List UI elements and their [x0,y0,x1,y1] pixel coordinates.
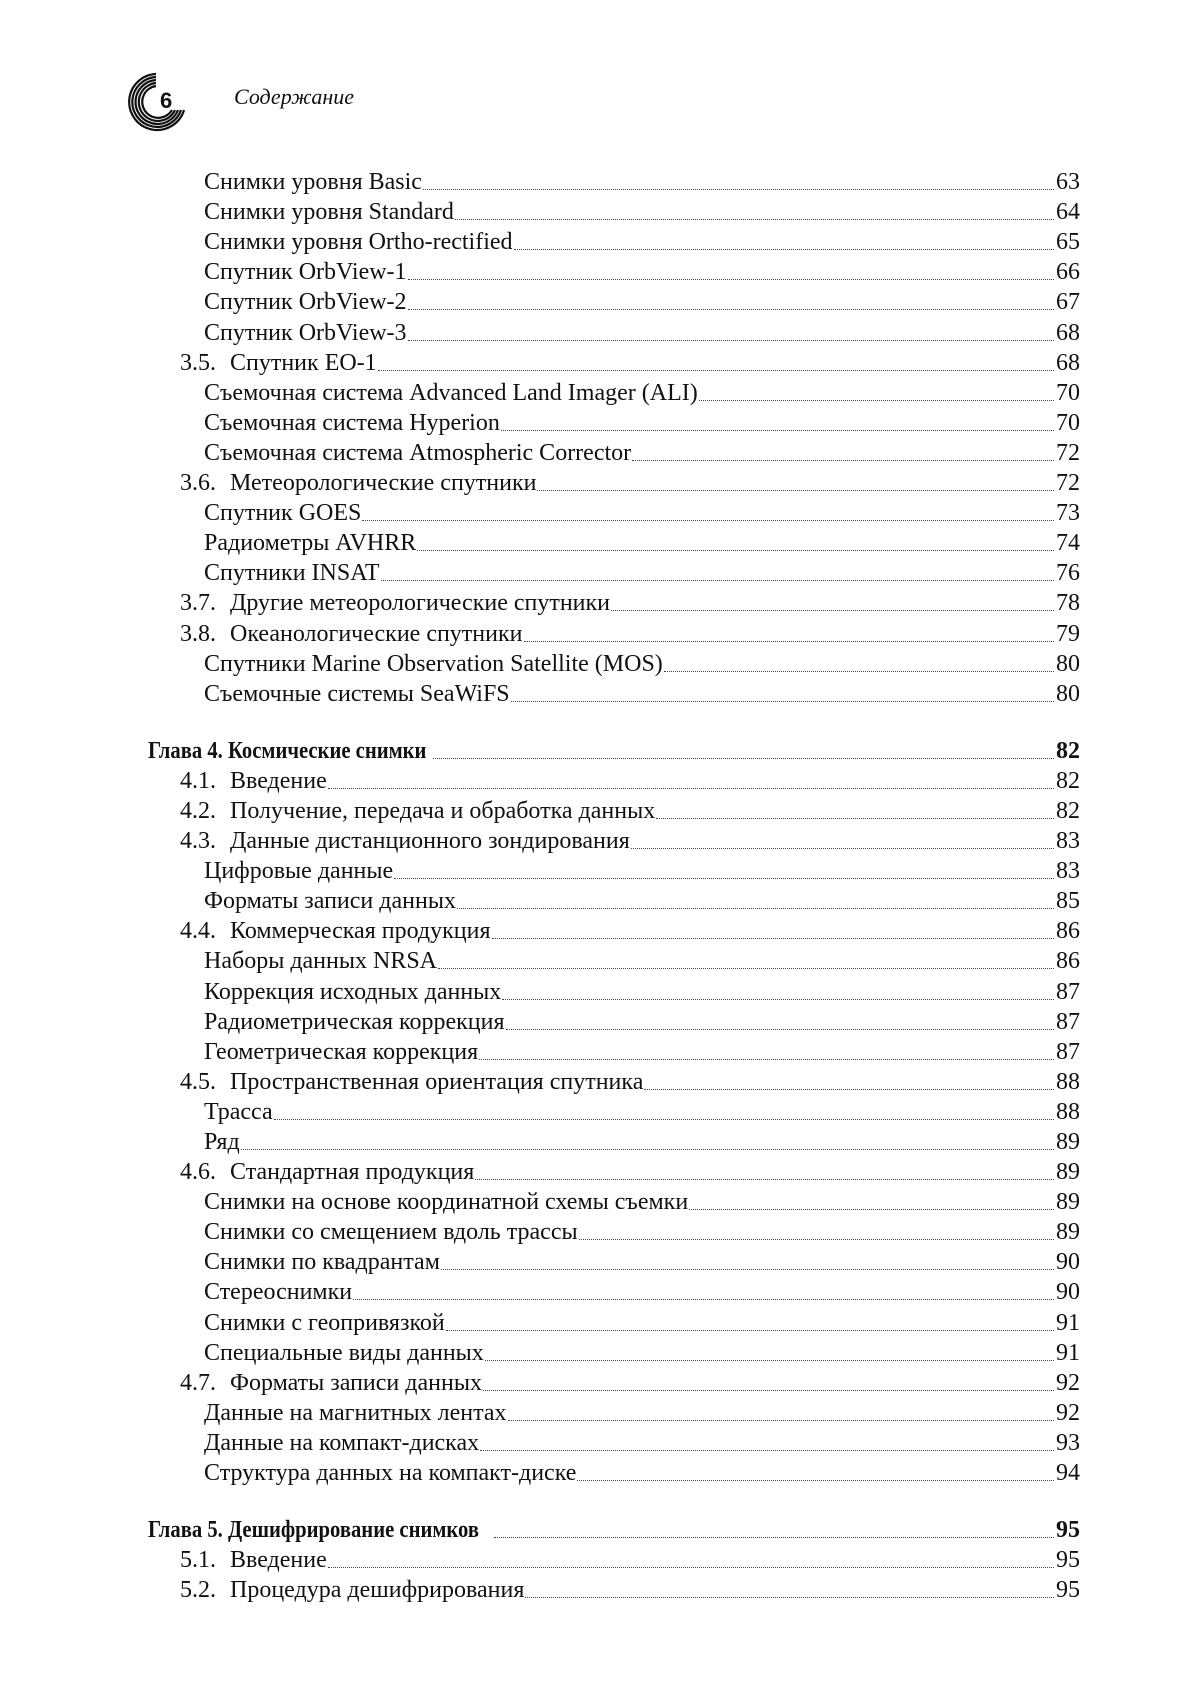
toc-entry[interactable] [0,1037,1080,1067]
toc-entry-title [180,1545,327,1575]
toc-entry-page: 82 [1056,796,1080,826]
toc-entry-number: 3.8. [180,619,230,649]
toc-entry[interactable] [0,1157,1080,1187]
toc-entry-text: Стереоснимки [204,1279,352,1305]
toc-entry-number: 5.1. [180,1545,230,1575]
toc-entry[interactable] [0,1187,1080,1217]
chapter-swirl-logo-icon [122,70,186,134]
dot-leader [475,1179,1054,1180]
toc-entry-text: Введение [230,768,327,794]
dot-leader [525,1597,1054,1598]
toc-entry-page: 90 [1056,1247,1080,1277]
toc-entry-title [204,438,631,468]
toc-entry-page: 79 [1056,619,1080,649]
toc-entry[interactable] [0,1127,1080,1157]
toc-entry-title [180,1157,474,1187]
toc-entry-text: Данные дистанционного зондирования [230,828,630,854]
dot-leader [656,818,1054,819]
dot-leader [438,968,1054,969]
toc-entry-page: 82 [1056,736,1080,766]
toc-chapter-entry[interactable] [0,1515,1080,1545]
dot-leader [408,279,1054,280]
dot-leader [501,430,1054,431]
toc-entry-title [204,1398,507,1428]
toc-entry[interactable] [0,1097,1080,1127]
toc-entry-text: Данные на магнитных лентах [204,1400,507,1426]
toc-entry-number: 4.6. [180,1157,230,1187]
toc-entry[interactable] [0,649,1080,679]
toc-entry-title [204,1428,479,1458]
dot-leader [455,219,1054,220]
toc-entry[interactable] [0,348,1080,378]
dot-leader [508,1420,1054,1421]
toc-entry-text: Форматы записи данных [230,1370,482,1396]
toc-entry-text: Снимки с геопривязкой [204,1310,445,1336]
toc-entry-page: 76 [1056,558,1080,588]
toc-entry[interactable] [0,1277,1080,1307]
toc-entry-page: 87 [1056,1037,1080,1067]
dot-leader [699,400,1054,401]
toc-entry-text: Геометрическая коррекция [204,1039,478,1065]
toc-entry-text: Структура данных на компакт-диске [204,1460,576,1486]
toc-entry[interactable] [0,378,1080,408]
toc-entry-text: Получение, передача и обработка данных [230,798,655,824]
toc-entry-title [204,1308,445,1338]
toc-entry-number: 4.5. [180,1067,230,1097]
toc-entry-page: 86 [1056,946,1080,976]
toc-entry[interactable] [0,317,1080,347]
toc-entry-page: 63 [1056,167,1080,197]
toc-entry-number: 4.1. [180,766,230,796]
toc-entry-text: Специальные виды данных [204,1340,484,1366]
toc-entry-title [204,1217,578,1247]
toc-entry-title [204,1458,576,1488]
dot-leader [494,1537,1054,1538]
dot-leader [479,1059,1054,1060]
toc-entry-page: 90 [1056,1277,1080,1307]
toc-entry[interactable] [0,1007,1080,1037]
toc-entry-text: Снимки на основе координатной схемы съемки [204,1189,688,1215]
dot-leader [441,1269,1054,1270]
dot-leader [362,520,1054,521]
toc-entry-title [204,1247,440,1277]
toc-entry-text: Глава 5. Дешифрирование снимков [148,1517,479,1543]
toc-entry[interactable] [0,618,1080,648]
toc-entry-title [204,227,513,257]
toc-entry[interactable] [0,498,1080,528]
toc-entry-text: Снимки по квадрантам [204,1249,440,1275]
toc-entry-number: 5.2. [180,1575,230,1605]
dot-leader [328,788,1054,789]
toc-entry-text: Спутник OrbView-1 [204,259,407,285]
dot-leader [446,1330,1054,1331]
toc-entry-title [148,736,426,766]
dot-leader [644,1089,1054,1090]
toc-entry-title [204,498,361,528]
toc-entry-page: 65 [1056,227,1080,257]
toc-entry[interactable] [0,1307,1080,1337]
toc-entry-page: 78 [1056,588,1080,618]
dot-leader [378,370,1054,371]
toc-entry[interactable] [0,1428,1080,1458]
dot-leader [537,490,1054,491]
toc-entry-page: 72 [1056,438,1080,468]
toc-entry-number: 4.2. [180,796,230,826]
toc-entry-page: 83 [1056,826,1080,856]
toc-entry-title [204,1037,478,1067]
toc-entry-text: Введение [230,1547,327,1573]
dot-leader [611,610,1054,611]
dot-leader [579,1239,1054,1240]
dot-leader [689,1209,1054,1210]
toc-entry-title [204,408,500,438]
toc-entry[interactable] [0,856,1080,886]
toc-entry-page: 72 [1056,468,1080,498]
toc-entry-title [180,1575,524,1605]
running-title: Содержание [234,84,354,110]
dot-leader [353,1299,1054,1300]
dot-leader [408,340,1054,341]
toc-entry-text: Глава 4. Космические снимки [148,738,426,764]
toc-entry-title [180,916,491,946]
toc-entry-page: 89 [1056,1217,1080,1247]
toc-entry-page: 93 [1056,1428,1080,1458]
toc-entry-text: Цифровые данные [204,858,393,884]
toc-entry[interactable] [0,257,1080,287]
toc-entry-title [204,287,407,317]
toc-entry-title [204,649,663,679]
toc-entry[interactable] [0,946,1080,976]
toc-entry-text: Данные на компакт-дисках [204,1430,479,1456]
dot-leader [492,938,1055,939]
toc-entry[interactable] [0,1338,1080,1368]
toc-entry[interactable] [0,167,1080,197]
toc-entry-page: 92 [1056,1368,1080,1398]
toc-entry-text: Процедура дешифрирования [230,1577,524,1603]
toc-entry-page: 83 [1056,856,1080,886]
toc-entry-text: Спутник OrbView-3 [204,320,407,346]
toc-entry-text: Другие метеорологические спутники [230,590,610,616]
dot-leader [631,848,1054,849]
toc-entry-page: 88 [1056,1067,1080,1097]
toc-entry-page: 95 [1056,1545,1080,1575]
toc-entry[interactable] [0,1575,1080,1605]
toc-entry-text: Пространственная ориентация спутника [230,1069,643,1095]
toc-entry-text: Радиометрическая коррекция [204,1009,505,1035]
dot-leader [241,1149,1054,1150]
toc-entry-title [180,619,523,649]
toc-entry-page: 68 [1056,348,1080,378]
toc-entry-title [204,1277,352,1307]
toc-entry-number: 3.7. [180,588,230,618]
toc-entry-text: Коррекция исходных данных [204,979,501,1005]
dot-leader [328,1567,1054,1568]
toc-entry-number: 4.3. [180,826,230,856]
toc-chapter-entry[interactable] [0,736,1080,766]
toc-entry-title [204,558,380,588]
toc-entry-title [204,318,407,348]
toc-entry[interactable] [0,766,1080,796]
toc-entry-page: 87 [1056,977,1080,1007]
dot-leader [480,1450,1054,1451]
toc-entry[interactable] [0,826,1080,856]
toc-entry-page: 68 [1056,318,1080,348]
toc-entry-title [204,946,437,976]
toc-entry[interactable] [0,1398,1080,1428]
toc-entry-title [180,826,630,856]
toc-entry-text: Спутники INSAT [204,560,380,586]
toc-entry-page: 85 [1056,886,1080,916]
toc-entry-page: 89 [1056,1187,1080,1217]
toc-entry-page: 70 [1056,408,1080,438]
toc-entry-title [204,378,698,408]
toc-entry-text: Снимки уровня Standard [204,199,454,225]
dot-leader [457,908,1054,909]
toc-entry-text: Форматы записи данных [204,888,456,914]
dot-leader [483,1390,1054,1391]
section-spacer [0,1488,1200,1515]
toc-entry-page: 66 [1056,257,1080,287]
toc-entry-text: Спутник GOES [204,500,361,526]
toc-entry-page: 91 [1056,1308,1080,1338]
toc-entry-title [204,1187,688,1217]
toc-entry-text: Наборы данных NRSA [204,948,437,974]
toc-entry[interactable] [0,438,1080,468]
toc-entry[interactable] [0,1545,1080,1575]
toc-entry-text: Ряд [204,1129,240,1155]
dot-leader [506,1029,1054,1030]
toc-entry-title [180,348,377,378]
toc-entry[interactable] [0,227,1080,257]
toc-entry-page: 95 [1056,1575,1080,1605]
toc-entry-title [204,1097,273,1127]
section-spacer [0,709,1200,736]
toc-entry-page: 87 [1056,1007,1080,1037]
toc-entry[interactable] [0,886,1080,916]
toc-entry-page: 92 [1056,1398,1080,1428]
toc-entry-page: 89 [1056,1157,1080,1187]
toc-entry[interactable] [0,558,1080,588]
toc-entry-number: 4.4. [180,916,230,946]
toc-entry-page: 67 [1056,287,1080,317]
toc-entry-text: Снимки со смещением вдоль трассы [204,1219,578,1245]
dot-leader [408,309,1054,310]
dot-leader [632,460,1054,461]
dot-leader [577,1480,1054,1481]
dot-leader [664,671,1054,672]
toc-entry[interactable] [0,1247,1080,1277]
dot-leader [423,189,1054,190]
toc-entry-text: Снимки уровня Basic [204,169,422,195]
dot-leader [514,249,1054,250]
toc-entry[interactable] [0,976,1080,1006]
toc-entry-title [204,197,454,227]
toc-entry-text: Спутники Marine Observation Satellite (MOS) [204,651,663,677]
page-number: 6 [160,88,172,114]
toc-entry-text: Метеорологические спутники [230,470,536,496]
toc-entry-title [204,856,393,886]
toc-entry-page: 86 [1056,916,1080,946]
toc-entry-text: Стандартная продукция [230,1159,474,1185]
toc-entry-title [180,1368,482,1398]
toc-entry-title [204,977,501,1007]
toc-entry-text: Съемочная система Hyperion [204,410,500,436]
dot-leader [417,550,1054,551]
dot-leader [381,580,1054,581]
toc-entry-page: 80 [1056,649,1080,679]
toc-entry-title [204,167,422,197]
toc-entry-page: 95 [1056,1515,1080,1545]
toc-entry-title [204,1127,240,1157]
toc-entry-text: Съемочная система Atmospheric Corrector [204,440,631,466]
toc-entry-text: Трасса [204,1099,273,1125]
toc-entry-page: 64 [1056,197,1080,227]
toc-entry-page: 82 [1056,766,1080,796]
toc-entry-page: 70 [1056,378,1080,408]
dot-leader [394,878,1054,879]
toc-entry-text: Спутник EO-1 [230,350,377,376]
toc-entry[interactable] [0,1458,1080,1488]
toc-entry-title [148,1515,479,1545]
toc-entry-page: 91 [1056,1338,1080,1368]
toc-entry[interactable] [0,588,1080,618]
toc-entry-text: Коммерческая продукция [230,918,491,944]
dot-leader [485,1360,1054,1361]
toc-entry-page: 89 [1056,1127,1080,1157]
toc-entry-page: 73 [1056,498,1080,528]
toc-entry-text: Снимки уровня Ortho-rectified [204,229,513,255]
toc-entry-text: Океанологические спутники [230,621,523,647]
toc-entry-number: 3.6. [180,468,230,498]
toc-entry-title [204,679,510,709]
dot-leader [274,1119,1054,1120]
toc-entry-number: 3.5. [180,348,230,378]
dot-leader [511,701,1054,702]
toc-entry-title [204,1338,484,1368]
toc-entry-page: 94 [1056,1458,1080,1488]
toc-entry-title [180,796,655,826]
dot-leader [502,999,1054,1000]
dot-leader [524,641,1055,642]
toc-entry-title [204,528,416,558]
toc-entry[interactable] [0,197,1080,227]
toc-entry-title [204,886,456,916]
toc-entry-text: Спутник OrbView-2 [204,289,407,315]
toc-entry-title [180,468,536,498]
toc-entry-text: Радиометры AVHRR [204,530,416,556]
toc-entry[interactable] [0,528,1080,558]
toc-entry-title [180,766,327,796]
toc-entry[interactable] [0,468,1080,498]
toc-entry-title [204,257,407,287]
toc-entry-page: 74 [1056,528,1080,558]
toc-entry-number: 4.7. [180,1368,230,1398]
toc-entry-text: Съемочная система Advanced Land Imager (ALI) [204,380,698,406]
toc-entry[interactable] [0,408,1080,438]
toc-entry[interactable] [0,679,1080,709]
toc-entry-page: 88 [1056,1097,1080,1127]
toc-entry-title [180,1067,643,1097]
toc-entry-title [180,588,610,618]
toc-entry-title [204,1007,505,1037]
toc-entry[interactable] [0,1217,1080,1247]
toc-entry[interactable] [0,796,1080,826]
toc-entry[interactable] [0,1368,1080,1398]
toc-entry[interactable] [0,1067,1080,1097]
toc-entry-page: 80 [1056,679,1080,709]
table-of-contents [0,167,1200,1605]
toc-entry-text: Съемочные системы SeaWiFS [204,681,510,707]
dot-leader [433,758,1054,759]
toc-entry[interactable] [0,916,1080,946]
toc-entry[interactable] [0,287,1080,317]
